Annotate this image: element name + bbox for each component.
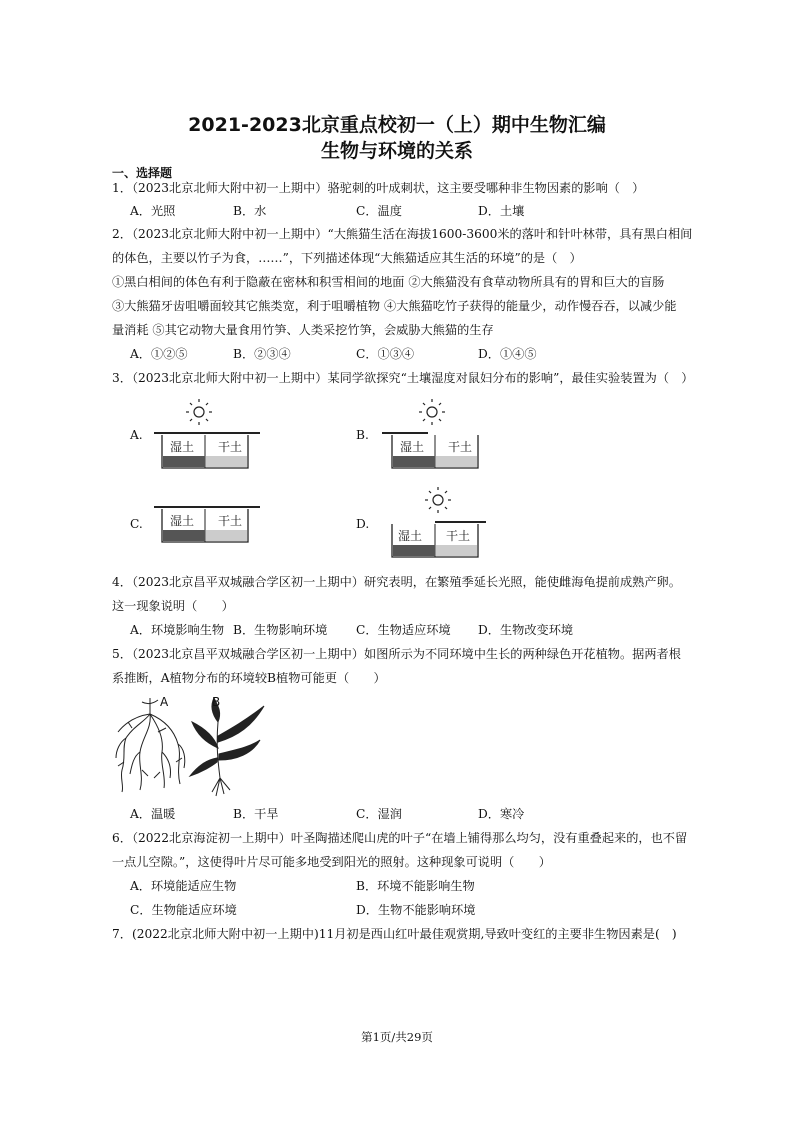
question-3-apparatus-d [380,484,500,559]
question-4-option-d: D．生物改变环境 [478,623,574,637]
question-2-stem-line2: 的体色，主要以竹子为食，……”，下列描述体现“大熊猫适应其生活的环境”的是（ ） [112,251,582,265]
question-4-stem-line2: 这一现象说明（ ） [112,599,234,613]
question-5-option-b: B．干旱 [233,807,279,821]
plant-b-leaves-drawing [190,698,264,796]
page-footer: 第1页/共29页 [361,1030,433,1044]
sun-icon [425,487,451,513]
question-2-stem-line1: 2．（2023北京北师大附中初一上期中）“大熊猫生活在海拔1600-3600米的落叶和针叶林带，具有黑白相间 [112,227,693,241]
question-2-stem-line4: ③大熊猫牙齿咀嚼面较其它熊类宽，利于咀嚼植物 ④大熊猫吃竹子获得的能量少，动作慢吞吞，以减少能 [112,299,677,313]
question-2-option-d: D．①④⑤ [478,347,537,361]
question-2-option-a: A．①②⑤ [130,347,188,361]
question-5-option-c: C．湿润 [356,807,402,821]
question-1-option-c: C．温度 [356,204,402,218]
question-4-option-a: A．环境影响生物 [130,623,225,637]
question-2-option-c: C．①③④ [356,347,415,361]
question-6-option-d: D．生物不能影响环境 [356,903,476,917]
question-4-stem-line1: 4．（2023北京昌平双城融合学区初一上期中）研究表明，在繁殖季延长光照，能使雌海龟提前成熟产卵。 [112,575,681,589]
plant-a-roots-drawing [116,698,185,792]
question-3-option-d-label: D. [356,517,370,531]
question-4-option-b: B．生物影响环境 [233,623,328,637]
sun-icon [419,399,445,425]
wet-soil-label: 湿土 [170,514,195,528]
wet-soil-label: 湿土 [400,440,425,454]
question-2-stem-line5: 量消耗 ⑤其它动物大量食用竹笋、人类采挖竹笋，会威胁大熊猫的生存 [112,323,494,337]
wet-soil-label: 湿土 [398,529,423,543]
dry-soil-label: 干土 [218,440,243,454]
question-5-option-d: D．寒冷 [478,807,525,821]
question-1-option-b: B．水 [233,204,267,218]
question-6-stem-line1: 6．（2022北京海淀初一上期中）叶圣陶描述爬山虎的叶子“在墙上铺得那么均匀，没有重叠起来的，也不留 [112,831,688,845]
question-3-apparatus-b [380,398,500,473]
document-subtitle: 生物与环境的关系 [320,140,473,162]
question-5-stem-line1: 5．（2023北京昌平双城融合学区初一上期中）如图所示为不同环境中生长的两种绿色开花植物。据两者根 [112,647,681,661]
question-3-apparatus-a [150,398,270,473]
question-6-option-a: A．环境能适应生物 [130,879,237,893]
section-heading: 一、选择题 [112,166,173,180]
question-7-stem: 7．(2022北京北师大附中初一上期中)11月初是西山红叶最佳观赏期,导致叶变红的主要非生物因素是( ) [112,927,677,941]
dry-soil-label: 干土 [448,440,473,454]
question-1-option-d: D．土壤 [478,204,525,218]
plant-a-label: A [160,695,169,709]
question-2-stem-line3: ①黑白相间的体色有利于隐蔽在密林和积雪相间的地面 ②大熊猫没有食草动物所具有的胃和巨大的盲肠 [112,275,665,289]
question-6-option-b: B．环境不能影响生物 [356,879,475,893]
question-3-option-a-label: A. [130,428,143,442]
dry-soil-label: 干土 [218,514,243,528]
question-3-option-c-label: C. [130,517,143,531]
question-4-option-c: C．生物适应环境 [356,623,451,637]
dry-soil-label: 干土 [446,529,471,543]
question-5-plants-figure [112,692,272,797]
question-3-option-b-label: B. [356,428,369,442]
question-6-option-c: C．生物能适应环境 [130,903,237,917]
plant-b-label: B [212,695,221,709]
wet-soil-label: 湿土 [170,440,195,454]
question-1-stem: 1．（2023北京北师大附中初一上期中）骆驼刺的叶成刺状，这主要受哪种非生物因素的影响（ ） [112,181,645,195]
document-title: 2021-2023北京重点校初一（上）期中生物汇编 [188,114,606,136]
question-2-option-b: B．②③④ [233,347,291,361]
question-5-stem-line2: 系推断，A植物分布的环境较B植物可能更（ ） [112,671,386,685]
question-6-stem-line2: 一点儿空隙。”，这使得叶片尽可能多地受到阳光的照射。这种现象可说明（ ） [112,855,551,869]
sun-icon [186,399,212,425]
question-5-option-a: A．温暖 [130,807,176,821]
question-1-option-a: A．光照 [130,204,176,218]
question-3-stem: 3．（2023北京北师大附中初一上期中）某同学欲探究“土壤湿度对鼠妇分布的影响”，最佳实验装置为（ ） [112,371,694,385]
question-3-apparatus-c [150,500,270,550]
